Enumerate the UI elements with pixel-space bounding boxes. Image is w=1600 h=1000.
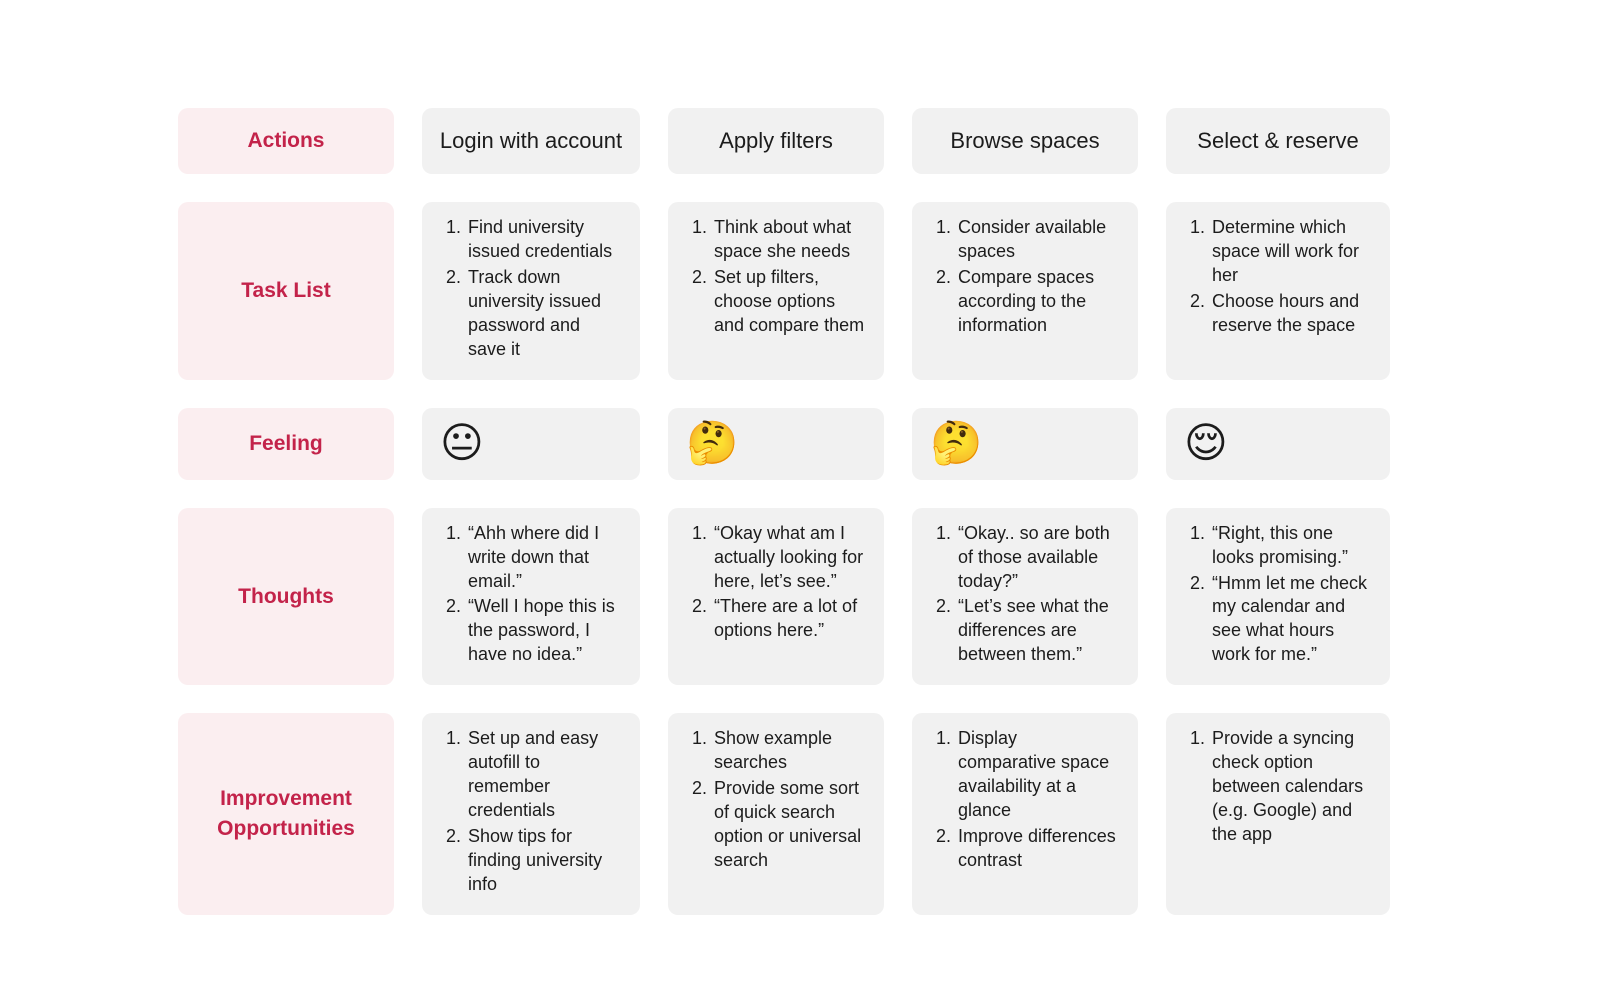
list-item: 1. “Okay.. so are both of those available today?”	[956, 522, 1120, 594]
task-list-items	[1184, 216, 1372, 338]
row-label-task-list	[178, 202, 394, 380]
grid-gap	[884, 713, 912, 915]
task-list-cell-login	[422, 202, 640, 380]
task-list-cell-reserve	[1166, 202, 1390, 380]
list-item: 2. “Well I hope this is the password, I have no idea.”	[466, 595, 622, 667]
row-label-improvement-opportunities	[178, 713, 394, 915]
task-list-items	[930, 216, 1120, 338]
grid-gap	[1138, 202, 1166, 380]
thoughts-items	[930, 522, 1120, 668]
improvement-items	[930, 727, 1120, 873]
feeling-cell-reserve	[1166, 408, 1390, 480]
row-label-task-list-text: Task List	[241, 279, 331, 303]
list-item: 1. Think about what space she needs	[712, 216, 866, 264]
list-item: 2. “There are a lot of options here.”	[712, 595, 866, 643]
list-item: 1. “Right, this one looks promising.”	[1210, 522, 1372, 570]
list-item: 1. “Ahh where did I write down that email.”	[466, 522, 622, 594]
list-item: 1. Find university issued credentials	[466, 216, 622, 264]
stage-header-login-text: Login with account	[439, 128, 623, 153]
stage-header-filters[interactable]	[668, 108, 884, 174]
thoughts-cell-login	[422, 508, 640, 686]
list-item: 1. Display comparative space availability at a glance	[956, 727, 1120, 823]
row-label-thoughts	[178, 508, 394, 686]
list-item: 2. “Hmm let me check my calendar and see what hours work for me.”	[1210, 572, 1372, 668]
thinking-face-emoji: 🤔	[686, 417, 739, 467]
task-list-cell-filters	[668, 202, 884, 380]
list-item: 2. Provide some sort of quick search option or universal search	[712, 777, 866, 873]
grid-gap	[394, 108, 422, 174]
grid-gap	[884, 202, 912, 380]
grid-gap	[640, 408, 668, 480]
stage-header-reserve-text: Select & reserve	[1197, 128, 1359, 153]
feeling-cell-filters	[668, 408, 884, 480]
row-label-feeling-text: Feeling	[249, 431, 323, 455]
thinking-face-emoji: 🤔	[930, 417, 983, 467]
grid-gap	[394, 508, 422, 686]
list-item: 2. Choose hours and reserve the space	[1210, 290, 1372, 338]
list-item: 2. Improve differences contrast	[956, 825, 1120, 873]
thoughts-cell-filters	[668, 508, 884, 686]
grid-gap	[1138, 408, 1166, 480]
task-list-cell-browse	[912, 202, 1138, 380]
grid-gap	[640, 508, 668, 686]
thoughts-items	[1184, 522, 1372, 668]
grid-gap	[394, 202, 422, 380]
improvement-items	[686, 727, 866, 873]
list-item: 1. “Okay what am I actually looking for here, let’s see.”	[712, 522, 866, 594]
thoughts-cell-reserve	[1166, 508, 1390, 686]
improvement-cell-reserve	[1166, 713, 1390, 915]
row-label-feeling	[178, 408, 394, 480]
row-label-improvement-line1: Improvement	[220, 786, 352, 810]
stage-header-login[interactable]	[422, 108, 640, 174]
grid-gap	[884, 108, 912, 174]
feeling-cell-login	[422, 408, 640, 480]
grid-gap	[1138, 108, 1166, 174]
list-item: 2. Track down university issued password and save it	[466, 266, 622, 362]
journey-map-grid	[178, 108, 1600, 915]
grid-gap	[640, 108, 668, 174]
improvement-cell-filters	[668, 713, 884, 915]
list-item: 2. “Let’s see what the differences are between them.”	[956, 595, 1120, 667]
grid-gap	[640, 713, 668, 915]
list-item: 1. Determine which space will work for her	[1210, 216, 1372, 288]
stage-header-browse[interactable]	[912, 108, 1138, 174]
grid-gap	[884, 508, 912, 686]
list-item: 1. Show example searches	[712, 727, 866, 775]
stage-header-reserve[interactable]	[1166, 108, 1390, 174]
grid-gap	[1138, 508, 1166, 686]
feeling-cell-browse	[912, 408, 1138, 480]
row-label-actions-text: Actions	[247, 129, 325, 153]
thoughts-cell-browse	[912, 508, 1138, 686]
grid-gap	[884, 408, 912, 480]
thoughts-items	[440, 522, 622, 668]
grid-gap	[394, 713, 422, 915]
grid-gap	[1138, 713, 1166, 915]
row-label-thoughts-text: Thoughts	[238, 584, 334, 608]
improvement-items	[440, 727, 622, 897]
list-item: 2. Show tips for finding university info	[466, 825, 622, 897]
thoughts-items	[686, 522, 866, 644]
list-item: 1. Provide a syncing check option between calendars (e.g. Google) and the app	[1210, 727, 1372, 847]
row-label-improvement-line2: Opportunities	[217, 817, 355, 841]
improvement-cell-browse	[912, 713, 1138, 915]
stage-header-filters-text: Apply filters	[719, 128, 833, 153]
task-list-items	[440, 216, 622, 362]
list-item: 2. Set up filters, choose options and compare them	[712, 266, 866, 338]
task-list-items	[686, 216, 866, 338]
list-item: 1. Set up and easy autofill to remember credentials	[466, 727, 622, 823]
relieved-face-emoji: 😌	[1184, 417, 1228, 467]
list-item: 2. Compare spaces according to the information	[956, 266, 1120, 338]
stage-header-browse-text: Browse spaces	[950, 128, 1100, 153]
improvement-cell-login	[422, 713, 640, 915]
improvement-items	[1184, 727, 1372, 847]
neutral-face-emoji: 😐	[440, 417, 484, 467]
grid-gap	[394, 408, 422, 480]
list-item: 1. Consider available spaces	[956, 216, 1120, 264]
grid-gap	[640, 202, 668, 380]
row-label-actions	[178, 108, 394, 174]
